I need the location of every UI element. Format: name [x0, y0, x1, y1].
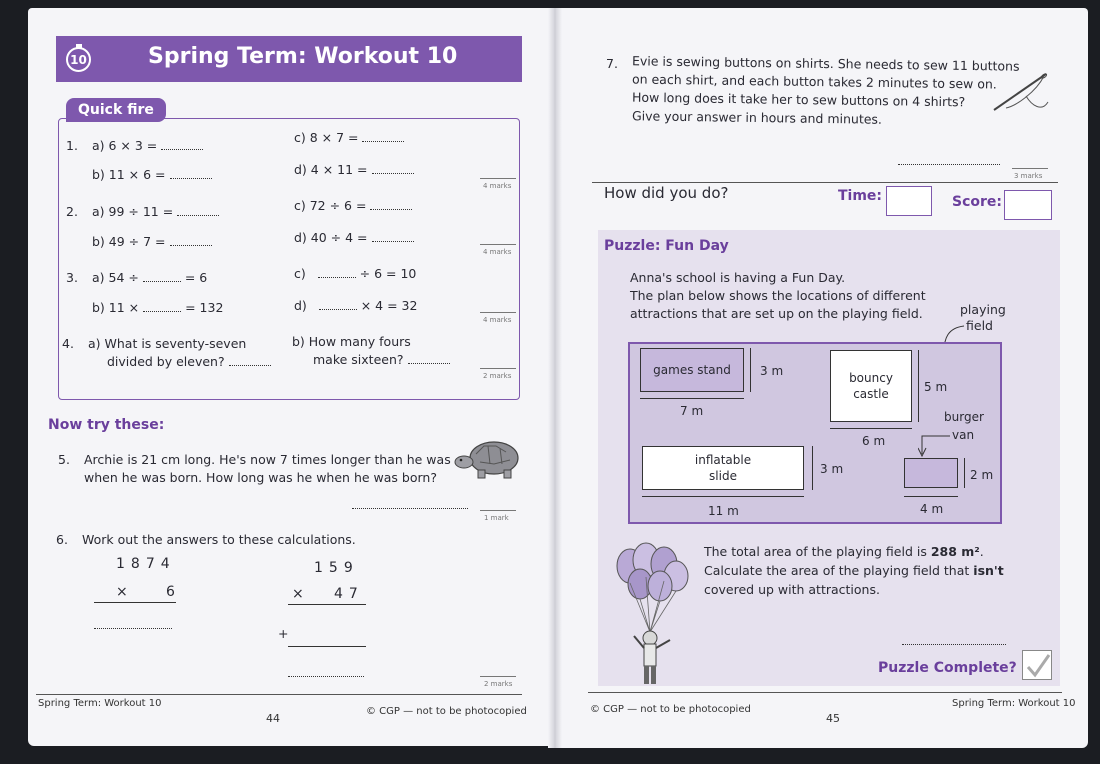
q3-b-pre: b) 11 × [92, 300, 140, 315]
bouncy-castle-label-1: bouncy [849, 370, 893, 385]
bouncy-castle-height: 5 m [924, 380, 948, 394]
burger-van-height-arrow [964, 458, 965, 488]
q7-line4: Give your answer in hours and minutes. [631, 108, 883, 127]
q4-b-line2 [313, 352, 450, 367]
q2-b-text: b) 49 ÷ 7 = [92, 234, 166, 249]
q3-a-pre: a) 54 ÷ [92, 270, 139, 285]
games-stand-width-arrow [640, 398, 744, 399]
q7-line2: on each shirt, and each button takes 2 minutes to sew on. [631, 71, 997, 92]
marks-line [480, 676, 516, 677]
bouncy-castle [830, 350, 912, 422]
burger-van-width-arrow [904, 496, 958, 497]
games-stand-label: games stand [653, 362, 731, 377]
q5-answer-line[interactable] [352, 508, 468, 509]
workout-number: 10 [70, 52, 87, 67]
plus-sign: + [278, 626, 289, 641]
q4-a-line2-text: divided by eleven? [107, 354, 225, 369]
q7-answer-line[interactable] [898, 164, 1000, 165]
calc1-top: 1874 [116, 556, 176, 572]
games-stand-height-arrow [750, 348, 751, 392]
burger-van [904, 458, 958, 488]
q2-a-text: a) 99 ÷ 11 = [92, 204, 174, 219]
answer-blank[interactable] [318, 277, 356, 278]
tortoise-icon [454, 434, 526, 480]
slide-height: 3 m [820, 462, 844, 476]
question-line2 [704, 563, 1004, 578]
answer-blank[interactable] [177, 215, 219, 216]
marks-line [480, 368, 516, 369]
q3-c [294, 266, 416, 281]
puzzle-line3: attractions that are set up on the playing field. [630, 306, 923, 321]
slide-width: 11 m [708, 504, 739, 518]
q5-line2: when he was born. How long was he when he was born? [84, 470, 437, 485]
playing-field-label-1: playing [960, 302, 1006, 317]
q3-d-pre: d) [294, 298, 307, 313]
playing-field-label-2: field [966, 318, 993, 333]
marks-line [480, 312, 516, 313]
answer-blank[interactable] [370, 209, 412, 210]
checkmark-icon [1023, 651, 1053, 681]
puzzle-complete-label: Puzzle Complete? [878, 660, 1017, 676]
puzzle-line1: Anna's school is having a Fun Day. [630, 270, 846, 285]
answer-blank[interactable] [229, 365, 271, 366]
footer-right: Spring Term: Workout 10 [952, 698, 1076, 709]
puzzle-title: Puzzle: Fun Day [604, 238, 729, 254]
slide-height-arrow [812, 446, 813, 490]
q3-marks: 4 marks [483, 316, 512, 324]
q3-b-post: = 132 [185, 300, 224, 315]
answer-blank[interactable] [372, 241, 414, 242]
answer-blank[interactable] [362, 141, 404, 142]
calc1-answer-line[interactable] [94, 628, 172, 629]
footer-rule [36, 694, 522, 695]
inflatable-slide [642, 446, 804, 490]
calc2-operator: × [292, 586, 310, 602]
q1-marks: 4 marks [483, 182, 512, 190]
answer-blank[interactable] [143, 281, 181, 282]
calc1-rule [94, 602, 176, 603]
q2-c [294, 198, 412, 213]
answer-blank[interactable] [408, 363, 450, 364]
q4-marks: 2 marks [483, 372, 512, 380]
footer-rule [588, 692, 1062, 693]
q3-b [92, 300, 223, 315]
games-stand-height: 3 m [760, 364, 784, 378]
marks-line [480, 244, 516, 245]
question-line2-bold: isn't [973, 563, 1004, 578]
bouncy-castle-label-2: castle [853, 387, 889, 401]
calc2-answer-line[interactable] [288, 676, 364, 677]
q7-number: 7. [606, 56, 618, 71]
puzzle-complete-checkbox[interactable] [1022, 650, 1052, 680]
calc1-bottom: 6 [166, 584, 181, 600]
slide-width-arrow [642, 496, 804, 497]
bouncy-castle-width-arrow [830, 428, 912, 429]
q3-d [294, 298, 417, 313]
q1-c [294, 130, 404, 145]
footer-copyright-right: © CGP — not to be photocopied [590, 704, 751, 715]
q2-a [92, 204, 219, 219]
question-line3: covered up with attractions. [704, 582, 880, 597]
needle-thread-icon [986, 66, 1056, 116]
bouncy-castle-height-arrow [918, 350, 919, 422]
q2-number: 2. [66, 204, 78, 219]
burger-van-height: 2 m [970, 468, 994, 482]
q6-number: 6. [56, 532, 68, 547]
page-number-right: 45 [826, 712, 840, 725]
calc1-operator: × [116, 584, 134, 600]
section-rule [592, 182, 1058, 183]
q1-b [92, 167, 212, 182]
time-box[interactable] [886, 186, 932, 216]
marks-line [480, 178, 516, 179]
games-stand-width: 7 m [680, 404, 704, 418]
burger-van-pointer [918, 432, 954, 458]
stopwatch-icon [66, 47, 91, 72]
q1-a [92, 138, 203, 153]
score-label: Score: [952, 194, 1002, 210]
q7-marks: 3 marks [1014, 172, 1043, 180]
question-line1: The total area of the playing field is 288 m². [704, 544, 984, 559]
q1-d [294, 162, 414, 177]
now-try-heading: Now try these: [48, 417, 165, 433]
q3-c-post: ÷ 6 = 10 [359, 266, 417, 281]
q7-line1: Evie is sewing buttons on shirts. She needs to sew 11 buttons [631, 53, 1020, 74]
q4-a-line2 [107, 354, 271, 369]
answer-blank[interactable] [170, 245, 212, 246]
q5-line1: Archie is 21 cm long. He's now 7 times longer than he was [84, 452, 451, 467]
title-banner [56, 36, 522, 82]
games-stand [640, 348, 744, 392]
inflatable-slide-label-2: slide [709, 469, 737, 483]
how-did-you-do: How did you do? [604, 184, 729, 202]
q3-a [92, 270, 207, 285]
answer-blank[interactable] [319, 309, 357, 310]
q3-a-post: = 6 [184, 270, 208, 285]
q2-marks: 4 marks [483, 248, 512, 256]
q7-line3: How long does it take her to sew buttons on 4 shirts? [631, 89, 966, 110]
calc2-rule [288, 604, 366, 605]
question-area: 288 m² [930, 544, 980, 559]
q4-number: 4. [62, 336, 74, 351]
q1-number: 1. [66, 138, 78, 153]
answer-blank[interactable] [170, 178, 212, 179]
score-box[interactable] [1004, 190, 1052, 220]
q3-d-post: × 4 = 32 [360, 298, 418, 313]
calc2-partial-line[interactable] [288, 646, 366, 647]
q2-b [92, 234, 212, 249]
burger-van-label-1: burger [944, 410, 984, 424]
question-line2-text: Calculate the area of the playing field that [704, 563, 970, 578]
page-number-left: 44 [266, 712, 280, 725]
puzzle-answer-line[interactable] [902, 644, 1006, 645]
time-label: Time: [838, 188, 883, 204]
q4-a-line1: a) What is seventy-seven [88, 336, 247, 351]
balloon-character-icon [610, 540, 692, 690]
q5-marks: 1 mark [484, 514, 509, 522]
inflatable-slide-label-1: inflatable [694, 452, 752, 467]
q4-b-line2-text: make sixteen? [313, 352, 404, 367]
q1-a-text: a) 6 × 3 = [92, 138, 158, 153]
page-title: Spring Term: Workout 10 [148, 44, 458, 69]
q6-text: Work out the answers to these calculations. [82, 532, 356, 547]
q1-d-text: d) 4 × 11 = [294, 162, 368, 177]
q3-number: 3. [66, 270, 78, 285]
calc2-bottom: 47 [334, 586, 364, 602]
burger-van-width: 4 m [920, 502, 944, 516]
calc2-top: 159 [314, 560, 359, 576]
puzzle-line2: The plan below shows the locations of different [630, 288, 926, 303]
footer-copyright-left: © CGP — not to be photocopied [366, 706, 527, 717]
bouncy-castle-width: 6 m [862, 434, 886, 448]
q2-c-text: c) 72 ÷ 6 = [294, 198, 367, 213]
q1-b-text: b) 11 × 6 = [92, 167, 166, 182]
q2-d [294, 230, 414, 245]
q5-number: 5. [58, 452, 70, 467]
marks-line [480, 510, 516, 511]
answer-blank[interactable] [143, 311, 181, 312]
answer-blank[interactable] [161, 149, 203, 150]
q1-c-text: c) 8 × 7 = [294, 130, 359, 145]
quick-fire-label: Quick fire [66, 98, 166, 122]
q2-d-text: d) 40 ÷ 4 = [294, 230, 368, 245]
q6-marks: 2 marks [484, 680, 513, 688]
book-spine [548, 8, 562, 748]
marks-line [1012, 168, 1048, 169]
question-line1-text: The total area of the playing field is [704, 544, 927, 559]
burger-van-label-2: van [952, 428, 975, 442]
q3-c-pre: c) [294, 266, 306, 281]
footer-left: Spring Term: Workout 10 [38, 698, 162, 709]
answer-blank[interactable] [372, 173, 414, 174]
q4-b-line1: b) How many fours [292, 334, 411, 349]
